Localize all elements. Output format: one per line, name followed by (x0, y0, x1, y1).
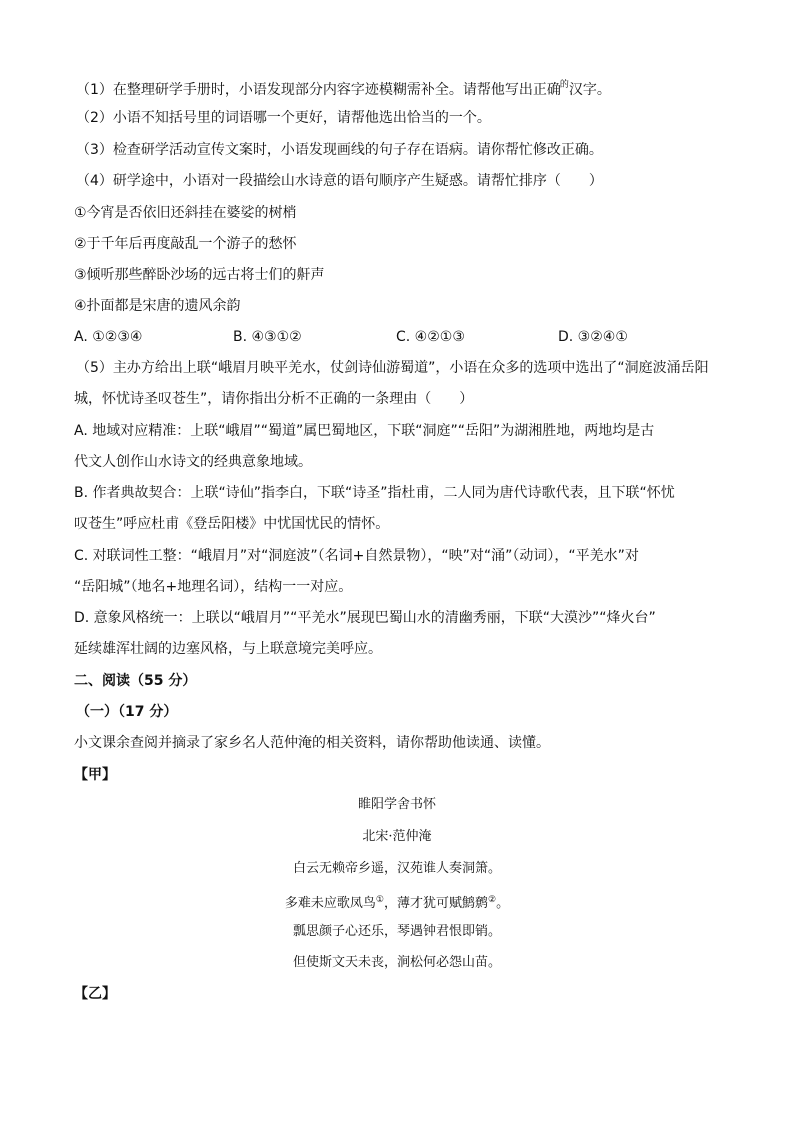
poem-line-1: 白云无赖帝乡遥，汉苑谁人奏洞箫。 (292, 861, 501, 876)
poem-line-3: 瓢思颜子心还乐，琴遇钟君恨即销。 (292, 924, 501, 939)
poem-line-2-part-b: ，薄才犹可赋鹪鹩 (383, 896, 488, 911)
question-2: （2）小语不知括号里的词语哪一个更好，请帮他选出恰当的一个。 (76, 110, 491, 126)
part-1-heading: （一）（17 分） (76, 704, 178, 720)
poem-line-4: 但使斯文天未丧，涧松何必怨山苗。 (292, 955, 501, 970)
jia-label: 【甲】 (74, 767, 116, 783)
q5-option-c-line-2: “岳阳城”（地名+地理名词），结构一一对应。 (74, 579, 353, 595)
section-2-heading: 二、阅读（55 分） (74, 673, 197, 689)
question-1-tail: 汉字。 (568, 82, 611, 98)
q5-option-c-line-1: C. 对联词性工整：“峨眉月”对“洞庭波”（名词+自然景物），“映”对“涌”（动词），“平羌水”对 (74, 548, 639, 564)
sentence-2: ②于千年后再度敲乱一个游子的愁怀 (74, 236, 297, 252)
poem-line-2-part-c: 。 (496, 896, 510, 911)
q5-option-a-line-2: 代文人创作山水诗文的经典意象地域。 (74, 454, 312, 470)
q5-option-d-line-2: 延续雄浑壮阔的边塞风格，与上联意境完美呼应。 (74, 641, 382, 657)
question-4: （4）研学途中，小语对一段描绘山水诗意的语句顺序产生疑惑。请帮忙排序（ ） (76, 173, 603, 189)
yi-label: 【乙】 (74, 986, 116, 1002)
poem-title: 睢阳学舍书怀 (357, 797, 436, 812)
option-a: A. ①②③④ (74, 329, 143, 345)
poem-author: 北宋·范仲淹 (362, 829, 432, 844)
sentence-4: ④扑面都是宋唐的遗风余韵 (74, 298, 241, 314)
q5-option-a-line-1: A. 地域对应精准：上联“峨眉”“蜀道”属巴蜀地区，下联“洞庭”“岳阳”为湖湘胜地，两地均是古 (74, 423, 655, 439)
question-1-text: （1）在整理研学手册时，小语发现部分内容字迹模糊需补全。请帮他写出正确 (76, 82, 561, 98)
option-d: D. ③②④① (558, 329, 628, 345)
section-2-intro: 小文课余查阅并摘录了家乡名人范仲淹的相关资料，请你帮助他读通、读懂。 (74, 735, 550, 751)
question-1 (76, 75, 611, 100)
q5-option-d-line-1: D. 意象风格统一：上联以“峨眉月”“平羌水”展现巴蜀山水的清幽秀丽，下联“大漠沙”“烽火台” (74, 610, 656, 626)
poem-line-2 (0, 891, 794, 913)
question-5-line-2: 城，怀忧诗圣叹苍生”，请你指出分析不正确的一条理由（ ） (74, 391, 474, 407)
q5-option-b-line-1: B. 作者典故契合：上联“诗仙”指李白，下联“诗圣”指杜甫，二人同为唐代诗歌代表，且下联“怀忧 (74, 485, 675, 501)
question-3: （3）检查研学活动宣传文案时，小语发现画线的句子存在语病。请你帮忙修改正确。 (76, 142, 603, 158)
option-b: B. ④③①② (233, 329, 302, 345)
question-1-sup: 的 (559, 80, 569, 90)
sentence-3: ③倾听那些醉卧沙场的远古将士们的鼾声 (74, 267, 325, 283)
poem-line-2-part-a: 多难未应歌凤鸟 (284, 896, 376, 911)
option-c: C. ④②①③ (396, 329, 465, 345)
note-1-marker: ① (375, 895, 384, 905)
question-5-line-1: （5）主办方给出上联“峨眉月映平羌水，仗剑诗仙游蜀道”，小语在众多的选项中选出了“洞庭波涌岳阳 (76, 360, 709, 376)
note-2-marker: ② (488, 895, 497, 905)
sentence-1: ①今宵是否依旧还斜挂在婆娑的树梢 (74, 205, 297, 221)
q5-option-b-line-2: 叹苍生”呼应杜甫《登岳阳楼》中忧国忧民的情怀。 (74, 516, 390, 532)
